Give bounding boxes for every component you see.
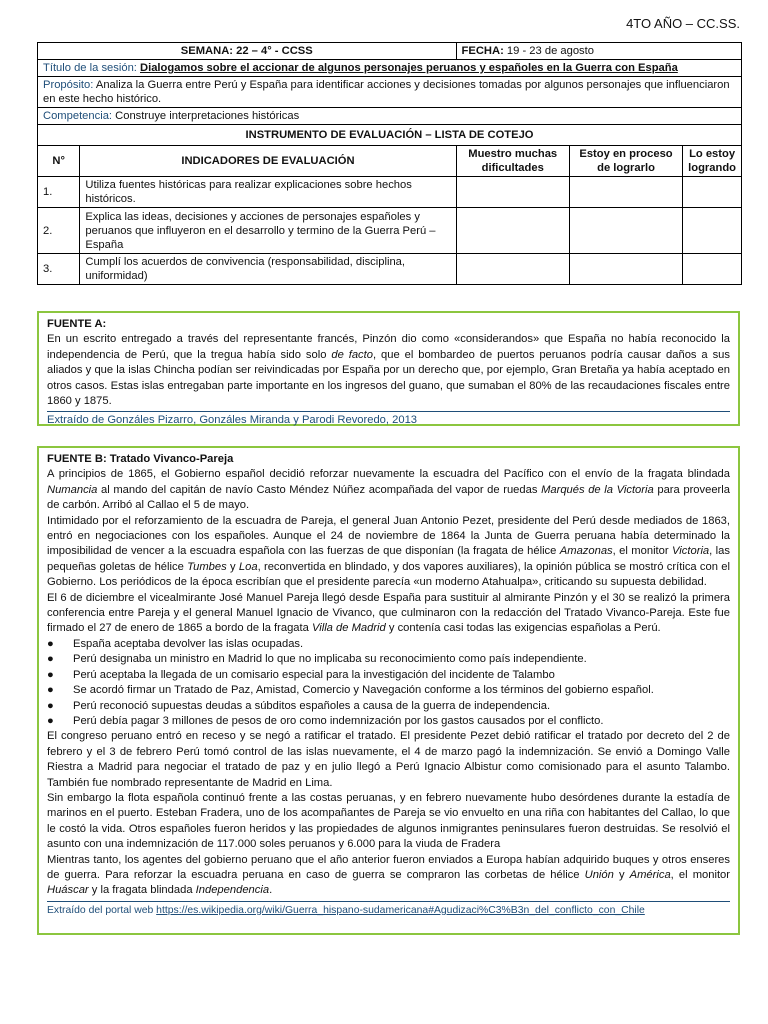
table-row — [38, 208, 742, 254]
bullet-icon: ● — [47, 699, 54, 712]
semana-row — [38, 43, 742, 60]
text-segment: y contenía casi todas las exigencias españolas a Perú. — [385, 622, 661, 635]
citation-label: Extraído del portal web — [47, 904, 157, 916]
fecha-label: FECHA: — [461, 45, 504, 57]
check-cell-dificultades[interactable] — [456, 208, 569, 254]
list-item-text: Perú aceptaba la llegada de un comisario especial para la investigación del incidente de Talambo — [73, 668, 555, 681]
check-cell-proceso[interactable] — [569, 177, 682, 208]
check-cell-dificultades[interactable] — [456, 254, 569, 285]
titulo-value: Dialogamos sobre el accionar de algunos personajes peruanos y españoles en la Guerra con España — [140, 62, 678, 74]
text-segment: y la fragata blindada — [88, 884, 196, 897]
row-indicator: Explica las ideas, decisiones y acciones de personajes españoles y peruanos que influyeron en el desarrollo y termino de la Guerra Perú – España — [80, 208, 456, 254]
list-item-text: Perú reconoció supuestas deudas a súbditos españoles a causa de la guerra de independencia. — [73, 699, 551, 712]
list-item-text: España aceptaba devolver las islas ocupadas. — [73, 637, 304, 650]
text-segment: para proveerla de carbón. Arribó al Callao el 5 de mayo. — [47, 483, 730, 512]
fuente-b-paragraph: Sin embargo la flota española continuó frente a las costas peruanas, y en febrero nuevamente hubo desórdenes durante la estadía de marinos en el puerto. Esteban Fradera, uno de los acompañantes de Pareja se vio envuelto en una riña con habitantes del Callao, lo que le costó la vida. Otros españoles fueron heridos y las propiedades de algunos inmigrantes peninsulares fueron destruidas. Se resolvió el asunto con una indemnización de 117.000 soles peruanos y 6.000 para la viuda de Fradera — [47, 791, 730, 851]
text-italic: Numancia — [47, 483, 98, 496]
list-item-text: Se acordó firmar un Tratado de Paz, Amistad, Comercio y Navegación conforme a los términos del gobierno español. — [73, 684, 654, 697]
text-segment: , las pequeñas goletas de hélice — [47, 545, 730, 573]
treaty-points-list — [47, 637, 730, 729]
header-indicadores: INDICADORES DE EVALUACIÓN — [80, 146, 456, 177]
text-segment: En un escrito entregado a través del representante francés, Pinzón dio como «considerandos» que España no había reconocido la independencia de Perú, que la tregua había sido solo — [47, 333, 730, 361]
text-segment: . — [269, 884, 273, 897]
text-italic: Villa de Madrid — [311, 622, 386, 635]
text-italic: América — [629, 868, 671, 881]
grade-label: 4TO AÑO – CC.SS. — [626, 16, 740, 31]
fuente-b-paragraph — [47, 591, 730, 637]
list-item — [47, 668, 730, 683]
instrumento-title: INSTRUMENTO DE EVALUACIÓN – LISTA DE COTEJO — [38, 125, 742, 146]
fuente-a-title: FUENTE A: — [47, 318, 107, 330]
row-indicator: Utiliza fuentes históricas para realizar explicaciones sobre hechos históricos. — [80, 177, 456, 208]
bullet-icon: ● — [47, 653, 54, 666]
list-item-text: Perú designaba un ministro en Madrid lo que no implicaba su reconocimiento como país independiente. — [73, 653, 587, 666]
list-item — [47, 652, 730, 667]
competencia-label: Competencia: — [43, 110, 113, 122]
text-segment: Intimidado por el reforzamiento de la escuadra de Pareja, el general Juan Antonio Pezet, presidente del Perú desde mediados de 1863, entró en negociaciones con los españoles. Aunque el 24 de noviembre de 1864 la Junta de Guerra peruana había determinado la imposibilidad de vencer a la escuadra española con las fuerzas de que disponían (la fragata de hélice — [47, 514, 730, 558]
text-segment: al mando del capitán de navío Casto Méndez Núñez acompañada del vapor de ruedas — [97, 483, 542, 496]
text-italic: Marqués de la Victoria — [541, 483, 654, 496]
check-cell-proceso[interactable] — [569, 254, 682, 285]
check-cell-proceso[interactable] — [569, 208, 682, 254]
titulo-cell — [38, 60, 742, 77]
fuente-b-paragraph — [47, 853, 730, 899]
row-number: 2. — [38, 208, 80, 254]
table-row — [38, 254, 742, 285]
text-italic: Amazonas — [559, 545, 613, 558]
text-segment: A principios de 1865, el Gobierno español decidió reforzar nuevamente la escuadra del Pacífico con el envío de la fragata blindada — [47, 468, 730, 481]
table-header-row — [38, 146, 742, 177]
text-segment: , que el bombardeo de puertos peruanos podría causar daños a sus aliados y que la islas Chincha podían ser reivindicadas por España por un derecho que, por ejemplo, Gran Bretaña ya había aceptado en otros casos. Estas islas entregaban parte importante en los ingresos del guano, que sumaban el 80% de las recaudaciones fiscales entre 1860 y 1875. — [47, 348, 730, 408]
check-cell-logrando[interactable] — [683, 177, 742, 208]
proposito-row — [38, 77, 742, 108]
check-cell-logrando[interactable] — [683, 254, 742, 285]
fuente-b-paragraph — [47, 514, 730, 591]
bullet-icon: ● — [47, 668, 54, 681]
list-item — [47, 637, 730, 652]
competencia-cell — [38, 108, 742, 125]
text-italic: Tumbes — [187, 560, 227, 573]
text-italic: Unión — [584, 868, 614, 881]
instrumento-row — [38, 125, 742, 146]
table-row — [38, 177, 742, 208]
fecha-value: 19 - 23 de agosto — [506, 45, 594, 57]
fecha-cell — [456, 43, 741, 60]
text-segment: El 6 de diciembre el vicealmirante José Manuel Pareja llegó desde España para sustituir al almirante Pinzón y el 30 se realizó la primera conferencia entre Pareja y el general Manuel Ignacio de Vivanco, que culminaron con la redacción del Tratado Vivanco-Pareja. Este fue firmado el 27 de enero de 1865 a bordo de la fragata — [47, 591, 730, 635]
text-italic: Independencia — [195, 884, 270, 897]
fuente-b-paragraph: El congreso peruano entró en receso y se negó a ratificar el tratado. El presidente Pezet debió ratificar el tratado por decreto del 2 de febrero y el 3 de febrero Perú tomó control de las islas nuevamente, el 4 de marzo pagó la indemnización. Se envió a Domingo Valle Riestra a Madrid para negociar el tratado de paz y en julio llegó a Perú Ignacio Albistur como comisionado para el asunto Talambo. También fue nombrado representante de Madrid en Lima. — [47, 730, 730, 789]
competencia-row — [38, 108, 742, 125]
header-n: N° — [38, 146, 80, 177]
list-item-text: Perú debía pagar 3 millones de pesos de oro como indemnización por los gastos causados por el conflicto. — [73, 714, 604, 727]
proposito-cell — [38, 77, 742, 108]
bullet-icon: ● — [47, 714, 54, 727]
fuente-b-box — [37, 446, 740, 935]
header-proceso: Estoy en proceso de lograrlo — [569, 146, 682, 177]
competencia-value: Construye interpretaciones históricas — [115, 110, 300, 122]
header-logrando: Lo estoy logrando — [683, 146, 742, 177]
fuente-a-text — [47, 332, 730, 409]
text-segment: , el monitor — [670, 868, 730, 881]
text-italic: Huáscar — [47, 884, 89, 897]
text-segment: y — [226, 560, 239, 573]
titulo-row — [38, 60, 742, 77]
fuente-b-paragraph — [47, 467, 730, 513]
list-item — [47, 683, 730, 698]
header-dificultades: Muestro muchas dificultades — [456, 146, 569, 177]
semana-cell: SEMANA: 22 – 4° - CCSS — [38, 43, 457, 60]
session-info-table — [37, 42, 742, 285]
bullet-icon: ● — [47, 637, 54, 650]
fuente-a-box — [37, 311, 740, 426]
fuente-b-title: FUENTE B: Tratado Vivanco-Pareja — [47, 453, 234, 465]
list-item — [47, 699, 730, 714]
bullet-icon: ● — [47, 684, 54, 697]
text-segment: y — [613, 868, 630, 881]
fuente-a-citation: Extraído de Gonzáles Pizarro, Gonzáles Miranda y Parodi Revoredo, 2013 — [47, 411, 730, 428]
check-cell-dificultades[interactable] — [456, 177, 569, 208]
text-italic: Victoria — [672, 545, 710, 558]
text-segment: , reconvertida en blindado, y dos vapores auxiliares), la opinión pública se mostró crítica con el Gobierno. Los periódicos de la época escribían que el presidente parecía «un moderno Atahualpa», criticando su supuesta debilidad. — [47, 560, 730, 589]
text-italic: Loa — [238, 560, 258, 573]
list-item — [47, 714, 730, 729]
fuente-b-citation — [47, 901, 730, 918]
text-italic: de facto — [331, 348, 373, 361]
row-indicator: Cumplí los acuerdos de convivencia (responsabilidad, disciplina, uniformidad) — [80, 254, 456, 285]
proposito-label: Propósito: — [43, 79, 94, 91]
titulo-label: Título de la sesión: — [43, 62, 137, 74]
citation-link[interactable]: https://es.wikipedia.org/wiki/Guerra_hispano-sudamericana#Agudizaci%C3%B3n_del_conflicto_con_Chile — [156, 904, 645, 916]
row-number: 1. — [38, 177, 80, 208]
check-cell-logrando[interactable] — [683, 208, 742, 254]
proposito-value: Analiza la Guerra entre Perú y España para identificar acciones y decisiones tomadas por algunos personajes que influenciaron en este hecho histórico. — [43, 79, 730, 105]
text-segment: Mientras tanto, los agentes del gobierno peruano que el año anterior fueron enviados a Europa habían adquirido buques y otros enseres de guerra. Para reforzar la escuadra peruana en caso de guerra se compraron las corbetas de hélice — [47, 853, 730, 881]
text-segment: , el monitor — [612, 545, 673, 558]
row-number: 3. — [38, 254, 80, 285]
